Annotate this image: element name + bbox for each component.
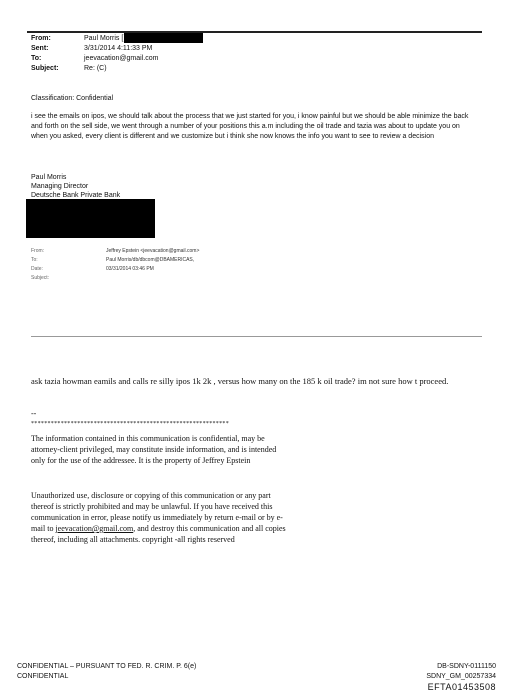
header-top-rule bbox=[27, 31, 482, 33]
disclaimer-paragraph-1: The information contained in this communication is confidential, may be attorney-client privileged, may constitute inside information, and is intended only for the use of the addressee. It is the property of Jeffrey Epstein bbox=[31, 434, 277, 465]
fwd-subject-label: Subject: bbox=[31, 275, 50, 281]
subject-label: Subject: bbox=[31, 65, 59, 72]
fwd-to-value: Paul Morris/db/dbcom@DBAMERICAS, bbox=[106, 257, 195, 263]
subject-value: Re: (C) bbox=[84, 65, 107, 72]
forward-divider bbox=[31, 336, 482, 337]
sent-value: 3/31/2014 4:11:33 PM bbox=[84, 45, 153, 52]
redaction-box-signature bbox=[26, 199, 155, 238]
fwd-date-label: Date: bbox=[31, 266, 43, 272]
classification-line: Classification: Confidential bbox=[31, 95, 114, 102]
disclaimer-text-before: Unauthorized use, disclosure or copying of this communication or any part thereof is strictly prohibited and may be unlawful. If you have received this communication in error, please notify us immediately by return e-mail or by e-mail to bbox=[31, 491, 283, 533]
footer-confidential-notice: CONFIDENTIAL – PURSUANT TO FED. R. CRIM. P. 6(e) bbox=[17, 663, 197, 670]
footer-confidential: CONFIDENTIAL bbox=[17, 673, 69, 680]
footer-bates-2: SDNY_GM_00257334 bbox=[426, 673, 496, 680]
to-value: jeevacation@gmail.com bbox=[84, 55, 159, 62]
original-message: ask tazia howman eamils and calls re silly ipos 1k 2k , versus how many on the 185 k oil trade? im not sure how t proceed. bbox=[31, 376, 449, 386]
asterisk-line: ************************************************************ bbox=[31, 421, 229, 427]
separator-dash: -- bbox=[31, 409, 37, 418]
signature-name: Paul Morris bbox=[31, 174, 67, 181]
signature-company: Deutsche Bank Private Bank bbox=[31, 192, 121, 199]
from-label: From: bbox=[31, 35, 51, 42]
from-value: Paul Morris [ bbox=[84, 35, 124, 42]
footer-efta-number: EFTA01453508 bbox=[427, 682, 496, 692]
disclaimer-paragraph-2 bbox=[31, 490, 291, 545]
to-label: To: bbox=[31, 55, 42, 62]
redaction-box-sender bbox=[124, 33, 203, 43]
fwd-date-value: 03/31/2014 03:46 PM bbox=[106, 266, 154, 272]
fwd-from-value: Jeffrey Epstein <jeevacation@gmail.com> bbox=[106, 248, 200, 254]
email-body: i see the emails on ipos, we should talk about the process that we just started for you, i know painful but we should be able minimize the back and forth on the sell side, we went through a number of your positions this a.m including the oil trade and tazia was about to update you on when you asked, every client is different and we customize but i think she now knows the info you want to see to review a decision bbox=[31, 113, 469, 140]
signature-title: Managing Director bbox=[31, 183, 89, 190]
fwd-from-label: From: bbox=[31, 248, 45, 254]
fwd-to-label: To: bbox=[31, 257, 38, 263]
disclaimer-email-link[interactable]: jeevacation@gmail.com bbox=[55, 524, 134, 533]
footer-bates-1: DB-SDNY-0111150 bbox=[437, 663, 496, 670]
sent-label: Sent: bbox=[31, 45, 49, 52]
disclaimer-text-after: , and destroy this communication and all copies thereof, including all attachments. copyright -all rights reserved bbox=[31, 524, 286, 544]
